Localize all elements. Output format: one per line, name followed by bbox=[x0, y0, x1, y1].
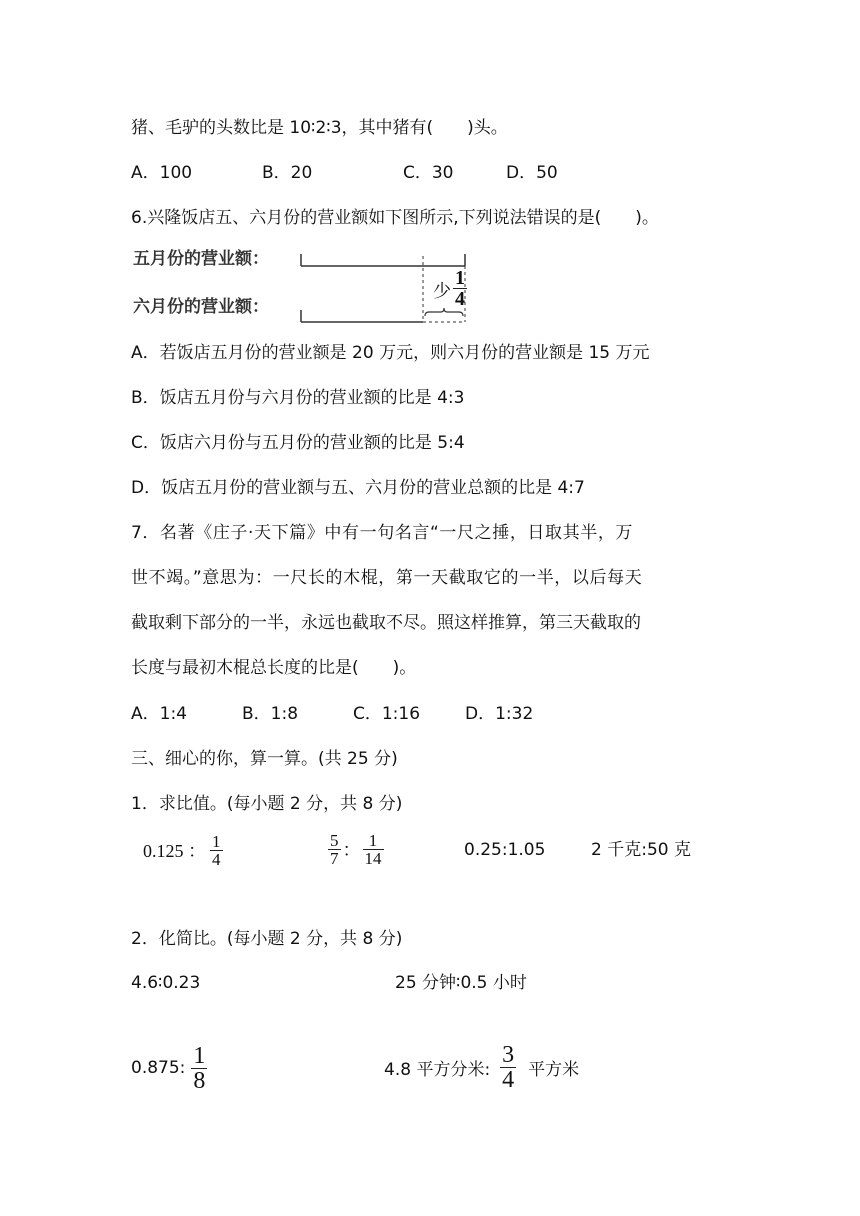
q6-option-c: C．饭店六月份与五月份的营业额的比是 5:4 bbox=[131, 433, 465, 453]
item2-fraction-a bbox=[328, 832, 341, 867]
item2-separator: ： bbox=[342, 840, 361, 860]
q7-option-a: A．1:4 bbox=[131, 704, 187, 724]
q6-option-b: B．饭店五月份与六月份的营业额的比是 4:3 bbox=[131, 388, 465, 408]
q5-option-b: B．20 bbox=[262, 163, 313, 183]
item4-right: 平方米 bbox=[528, 1059, 580, 1080]
q7-option-c: C．1:16 bbox=[353, 704, 421, 724]
q5-option-d: D．50 bbox=[506, 163, 558, 183]
june-revenue-label: 六月份的营业额： bbox=[133, 297, 269, 317]
item4-fraction bbox=[500, 1043, 516, 1092]
item4-denominator: 4 bbox=[502, 1066, 515, 1093]
q7-line-1: 7．名著《庄子·天下篇》中有一句名言“一尺之捶，日取其半，万 bbox=[131, 523, 634, 543]
q7-line-4: 长度与最初木棍总长度的比是( )。 bbox=[131, 658, 417, 678]
q7-line-2: 世不竭。”意思为：一尺长的木棍，第一天截取它的一半，以后每天 bbox=[131, 568, 643, 588]
item1-fraction bbox=[210, 833, 223, 868]
item4-left: 4.8 平方分米: bbox=[384, 1059, 491, 1080]
one-quarter-fraction bbox=[453, 268, 467, 309]
simplify-item-4 bbox=[384, 1040, 579, 1094]
item4-numerator: 3 bbox=[502, 1041, 515, 1068]
item3-fraction bbox=[191, 1044, 207, 1093]
q6-stem: 6.兴隆饭店五、六月份的营业额如下图所示,下列说法错误的是( )。 bbox=[131, 208, 659, 228]
sub-1-title: 1．求比值。(每小题 2 分，共 8 分) bbox=[131, 794, 403, 814]
q5-stem-continued: 猪、毛驴的头数比是 10∶2∶3，其中猪有( )头。 bbox=[131, 118, 508, 138]
ratio-value-item-1 bbox=[143, 830, 223, 870]
item3-left: 0.875: bbox=[131, 1058, 186, 1078]
fraction-denominator: 4 bbox=[455, 288, 465, 310]
ratio-value-item-3: 0.25:1.05 bbox=[464, 840, 546, 860]
item3-numerator: 1 bbox=[193, 1042, 206, 1069]
item1-left: 0.125 ： bbox=[143, 841, 206, 861]
ratio-value-item-4: 2 千克:50 克 bbox=[591, 840, 691, 860]
item2-fraction-b bbox=[363, 832, 384, 867]
item2-denominator-a: 7 bbox=[330, 848, 339, 868]
simplify-item-2: 25 分钟∶0.5 小时 bbox=[395, 973, 527, 993]
q5-option-c: C．30 bbox=[403, 163, 454, 183]
item2-numerator-a: 5 bbox=[330, 830, 339, 850]
q5-option-a: A．100 bbox=[131, 163, 193, 183]
ratio-value-item-2 bbox=[328, 828, 384, 870]
item1-numerator: 1 bbox=[212, 831, 221, 851]
less-label: 少 bbox=[433, 281, 451, 301]
section-3-title: 三、细心的你，算一算。(共 25 分) bbox=[131, 749, 398, 769]
q7-option-b: B．1:8 bbox=[242, 704, 299, 724]
item3-denominator: 8 bbox=[193, 1067, 206, 1094]
simplify-item-1: 4.6∶0.23 bbox=[131, 973, 201, 993]
item2-numerator-b: 1 bbox=[368, 830, 378, 850]
sub-2-title: 2．化简比。(每小题 2 分，共 8 分) bbox=[131, 929, 403, 949]
q7-line-3: 截取剩下部分的一半，永远也截取不尽。照这样推算，第三天截取的 bbox=[131, 613, 641, 633]
simplify-item-3 bbox=[131, 1042, 207, 1094]
q7-option-d: D．1:32 bbox=[465, 704, 534, 724]
item1-denominator: 4 bbox=[212, 849, 221, 869]
may-revenue-label: 五月份的营业额： bbox=[133, 249, 269, 269]
q6-option-d: D．饭店五月份的营业额与五、六月份的营业总额的比是 4:7 bbox=[131, 478, 585, 498]
item2-denominator-b: 14 bbox=[364, 848, 382, 868]
q6-figure bbox=[131, 240, 491, 330]
q6-option-a: A．若饭店五月份的营业额是 20 万元，则六月份的营业额是 15 万元 bbox=[131, 343, 650, 363]
fraction-numerator: 1 bbox=[455, 267, 465, 289]
